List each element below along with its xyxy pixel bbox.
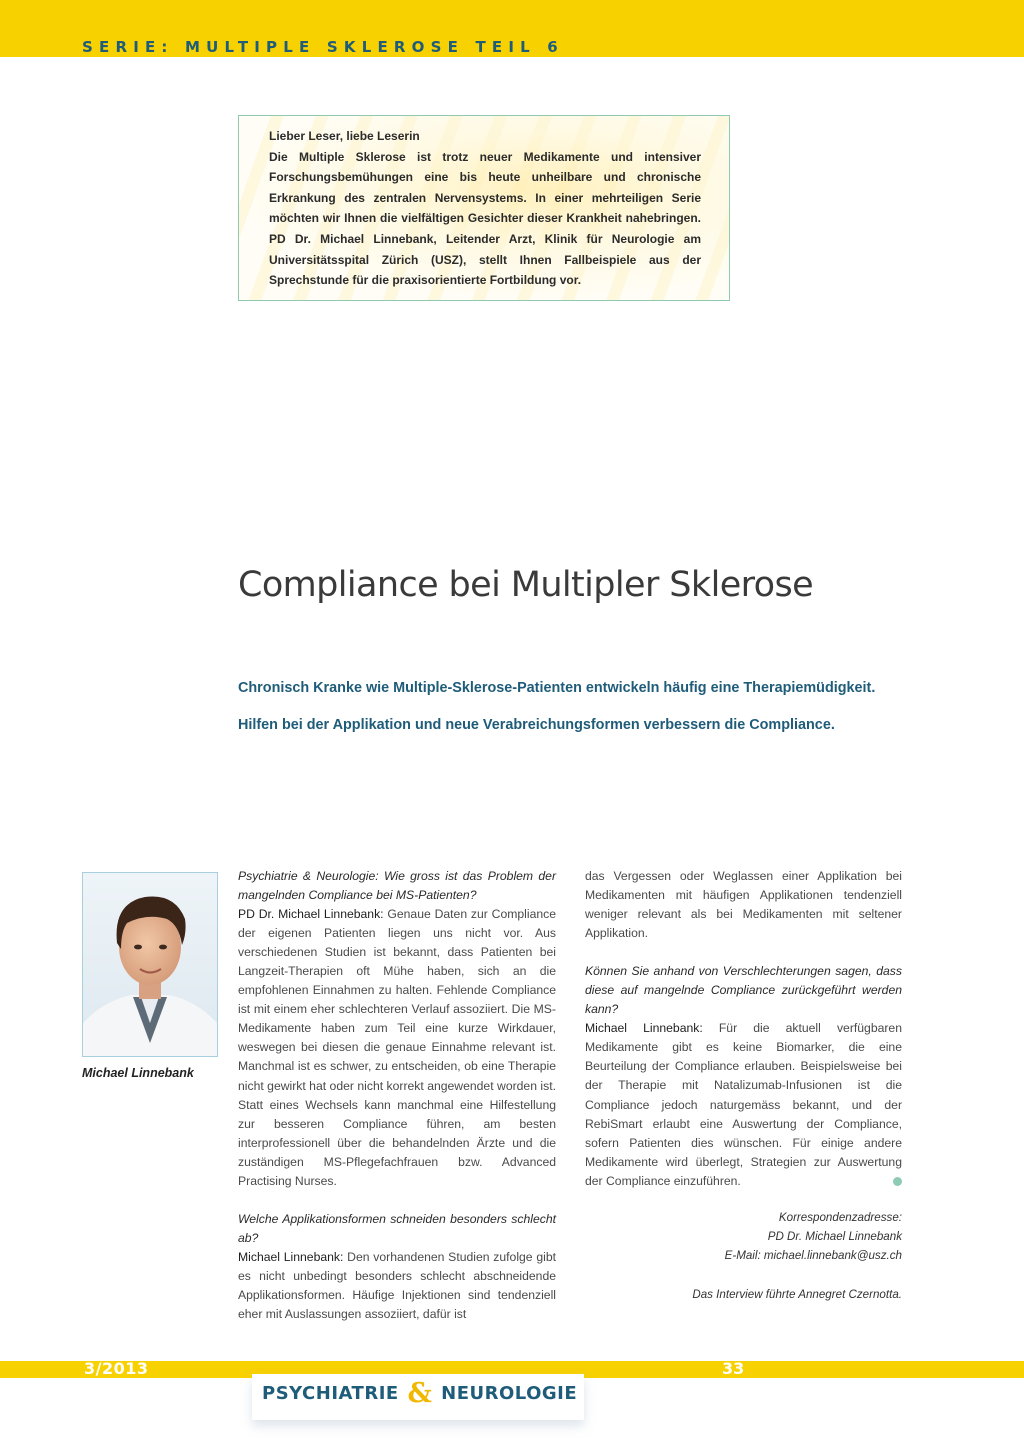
journal-logo [262,1378,578,1409]
interview-column-2 [585,867,902,1191]
answer-3 [585,1019,902,1190]
answer-3-speaker: Michael Linnebank: [585,1021,703,1036]
question-1: Psychiatrie & Neurologie: Wie gross ist das Problem der mangelnden Compliance bei MS-Patienten? [238,869,556,903]
brand-word-left: PSYCHIATRIE [262,1383,399,1404]
answer-2 [238,1248,556,1324]
article-lead: Chronisch Kranke wie Multiple-Sklerose-Patienten entwickeln häufig eine Therapiemüdigkeit. Hilfen bei der Applikation und neue Verabreichungsformen verbessern die Compliance. [238,680,876,733]
intro-greeting: Lieber Leser, liebe Leserin [269,129,420,143]
author-photo [82,872,218,1057]
answer-2-speaker: Michael Linnebank: [238,1249,344,1264]
answer-3-text: Für die aktuell verfügbaren Medikamente gibt es keine Biomarker, die eine Beurteilung der Compliance erlauben. Beispielsweise bei der Therapie mit Natalizumab-Infusionen ist die Compliance jedoch naturgemäss bekannt, und der RebiSmart erlaubt eine Auswertung der Compliance, sofern Patienten dies wünschen. Für einige andere Medikamente wird überlegt, Strategien zur Auswertung der Compliance einzuführen. [585,1021,902,1188]
page-number: 33 [722,1359,745,1378]
intro-text: Die Multiple Sklerose ist trotz neuer Medikamente und intensiver Forschungsbemühungen eine bis heute unheilbare und chronische Erkrankung des zentralen Nervensystems. In einer mehrteiligen Serie möchten wir Ihnen die vielfältigen Gesichter dieser Krankheit nahebringen. PD Dr. Michael Linnebank, Leitender Arzt, Klinik für Neurologie am Universitätsspital Zürich (USZ), stellt Ihnen Fallbeispiele aus der Sprechstunde für die praxisorientierte Fortbildung vor. [269,149,701,288]
intro-box [238,115,730,301]
interview-column-1 [238,867,556,1324]
answer-1-text: Genaue Daten zur Compliance der eigenen Patienten liegen uns nicht vor. Aus verschiedenen Studien ist bekannt, dass Patienten bei Langzeit-Therapien oft Mühe haben, sich an die empfohlenen Einnahmen zu halten. Fehlende Compliance ist mit einem eher schlechteren Verlauf assoziiert. Die MS-Medikamente haben zum Teil eine kurze Wirkdauer, weswegen bei diesen die genaue Einnahme relevant ist. Manchmal ist es schwer, zu entscheiden, ob eine Therapie nicht gewirkt hat oder nicht korrekt angewendet worden ist. Statt eines Wechsels kann manchmal eine Hilfestellung zur besseren Compliance führen, am besten interprofessionell über die behandelnden Ärzte und die zuständigen MS-Pflegefachfrauen bzw. Advanced Practising Nurses. [238,907,556,1188]
photo-caption: Michael Linnebank [82,1066,194,1080]
answer-1 [238,905,556,1191]
answer-1-speaker: PD Dr. Michael Linnebank: [238,907,384,922]
article-title: Compliance bei Multipler Sklerose [238,565,814,605]
brand-word-right: NEUROLOGIE [441,1383,578,1404]
contact-label: Korrespondenzadresse: [778,1211,902,1224]
interview-credit: Das Interview führte Annegret Czernotta. [692,1287,902,1301]
correspondence-block [585,1208,902,1304]
contact-email[interactable]: E-Mail: michael.linnebank@usz.ch [724,1249,902,1263]
answer-2-text: Den vorhandenen Studien zufolge gibt es nicht unbedingt besonders schlecht abschneidende Applikationsformen. Häufige Injektionen sind tendenziell eher mit Auslassungen assoziiert, dafür ist [238,1249,556,1322]
series-title: SERIE: MULTIPLE SKLEROSE TEIL 6 [82,38,564,56]
brand-ampersand: & [407,1378,433,1409]
answer-2-continued: das Vergessen oder Weglassen einer Applikation bei Medikamenten mit häufigen Applikationen tendenziell weniger relevant als bei Medikamenten mit seltener Applikation. [585,869,902,941]
question-3: Können Sie anhand von Verschlechterungen sagen, dass diese auf mangelnde Compliance zurückgeführt werden kann? [585,964,902,1017]
contact-name: PD Dr. Michael Linnebank [767,1230,902,1244]
question-2: Welche Applikationsformen schneiden besonders schlecht ab? [238,1211,556,1245]
portrait-image [83,873,217,1056]
issue-number: 3/2013 [84,1359,149,1378]
end-marker-icon [893,1177,902,1186]
